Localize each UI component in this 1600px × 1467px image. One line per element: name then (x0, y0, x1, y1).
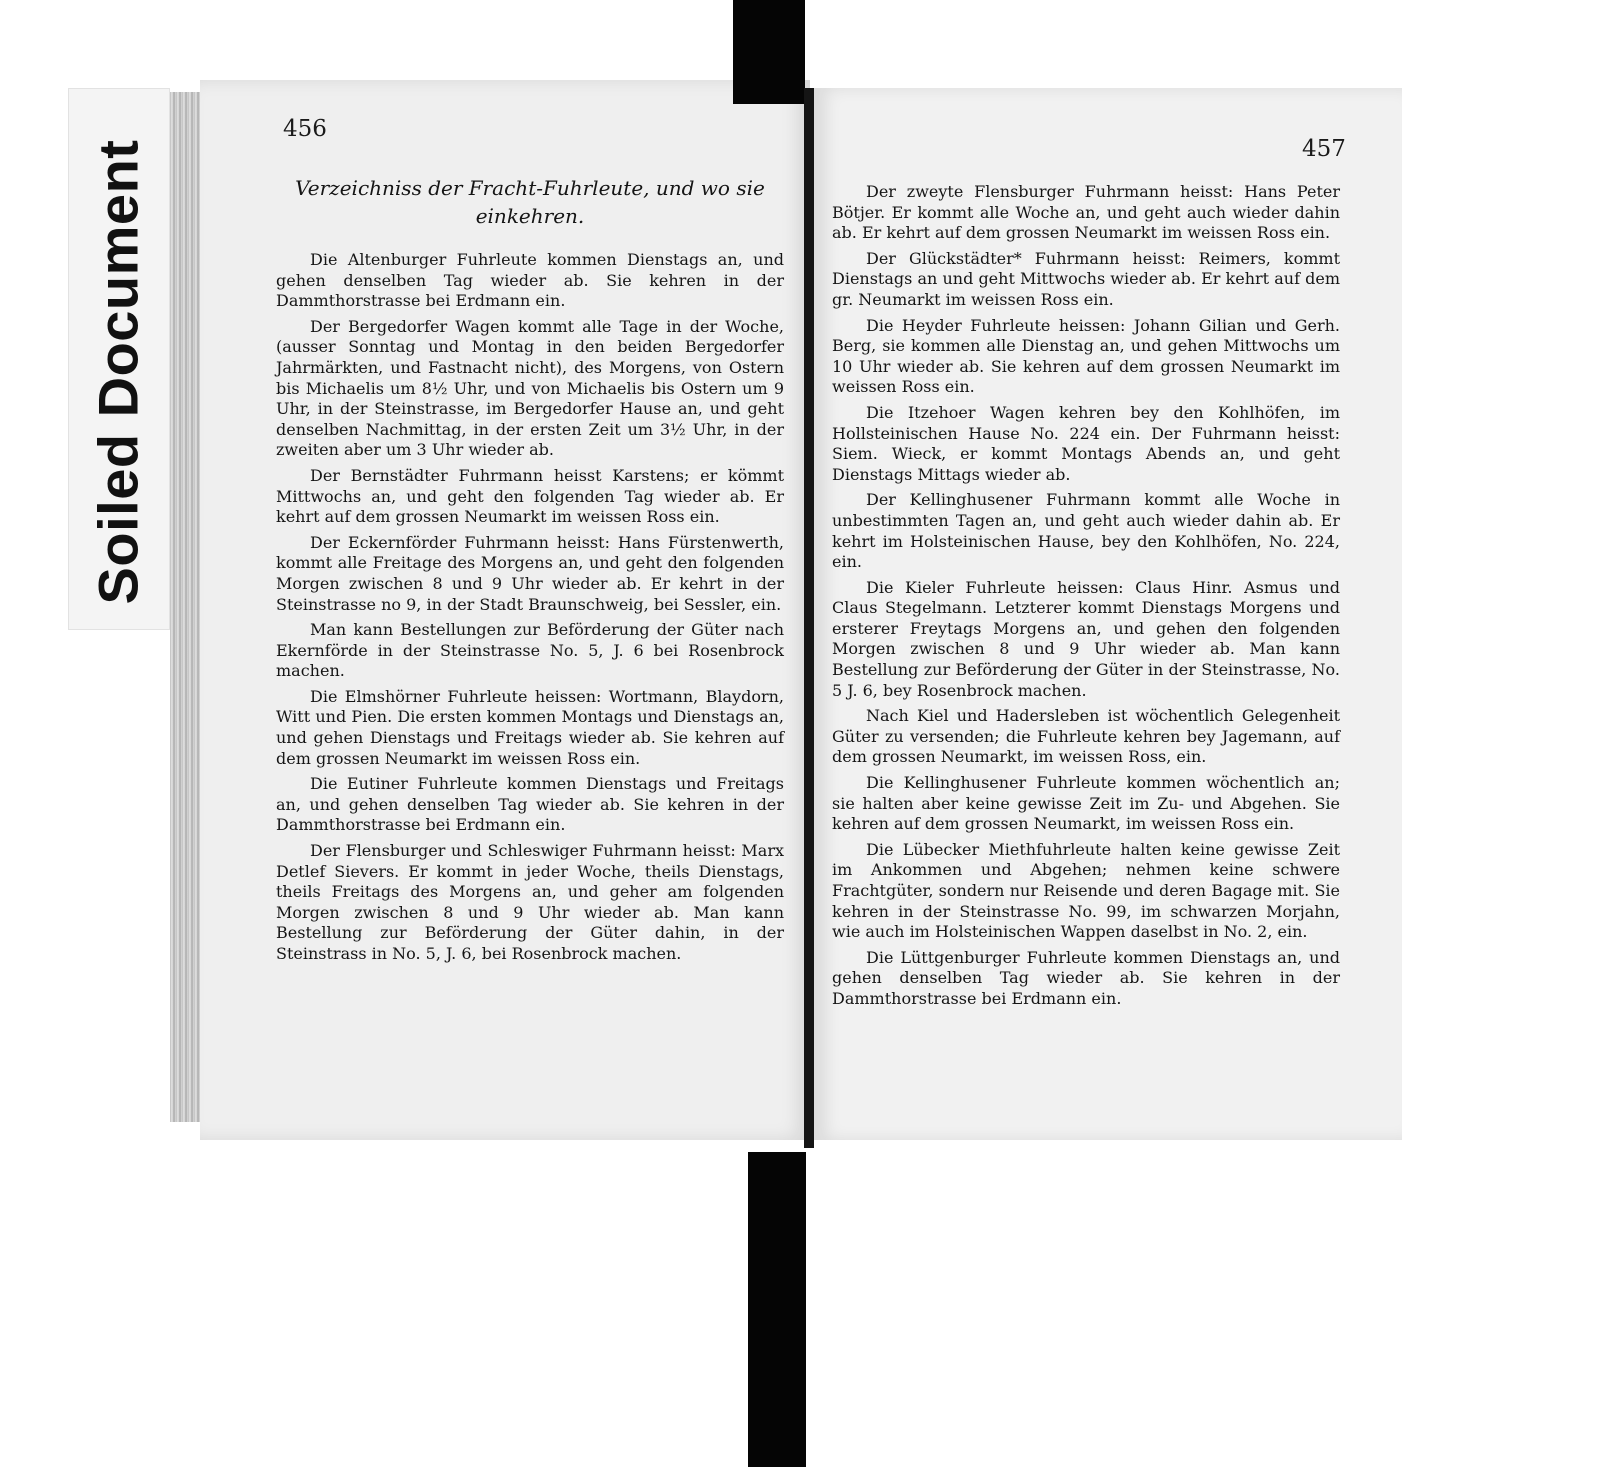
book-gutter (804, 88, 814, 1148)
paragraph: Der Bergedorfer Wagen kommt alle Tage in der Woche, (ausser Sonntag und Montag in den beiden Bergedorfer Jahrmärkten, und Fastnacht nicht), des Morgens, von Ostern bis Michaelis um 8½ Uhr, und von Michaelis bis Ostern um 9 Uhr, in der Steinstrasse, im Bergedorfer Hause an, und geht denselben Nachmittag, in der ersten Zeit um 3½ Uhr, in der zweiten aber um 3 Uhr wieder ab. (276, 316, 784, 460)
paragraph: Die Lübecker Miethfuhrleute halten keine gewisse Zeit im Ankommen und Abgehen; nehmen keine schwere Frachtgüter, sondern nur Reisende und deren Bagage mit. Sie kehren in der Steinstrasse No. 99, im schwarzen Morjahn, wie auch im Holsteinischen Wappen daselbst in No. 2, ein. (832, 839, 1340, 942)
soiled-document-label: Soiled Document (86, 139, 150, 605)
paragraph: Nach Kiel und Hadersleben ist wöchentlich Gelegenheit Güter zu versenden; die Fuhrleute kehren bey Jagemann, auf dem grossen Neumarkt, im weissen Ross, ein. (832, 706, 1340, 767)
left-page-number: 456 (283, 116, 327, 142)
paragraph: Die Heyder Fuhrleute heissen: Johann Gilian und Gerh. Berg, sie kommen alle Dienstag an, und gehen Mittwochs um 10 Uhr wieder ab. Sie kehren auf dem grossen Neumarkt im weissen Ross ein. (832, 315, 1340, 397)
paragraph: Der Glückstädter* Fuhrmann heisst: Reimers, kommt Dienstags an und geht Mittwochs wieder ab. Er kehrt auf dem gr. Neumarkt im weissen Ross ein. (832, 248, 1340, 309)
paragraph: Die Kellinghusener Fuhrleute kommen wöchentlich an; sie halten aber keine gewisse Zeit im Zu- und Abgehen. Sie kehren auf dem grossen Neumarkt, im weissen Ross ein. (832, 773, 1340, 834)
right-page-number: 457 (1302, 136, 1346, 162)
spine-top (733, 0, 805, 104)
paragraph: Die Lüttgenburger Fuhrleute kommen Dienstags an, und gehen denselben Tag wieder ab. Sie kehren in der Dammthorstrasse bei Erdmann ein. (832, 947, 1340, 1008)
paragraph: Der Kellinghusener Fuhrmann kommt alle Woche in unbestimmten Tagen an, und geht auch wieder dahin ab. Er kehrt im Holsteinischen Hause, bey den Kohlhöfen, No. 224, ein. (832, 490, 1340, 572)
paragraph: Die Kieler Fuhrleute heissen: Claus Hinr. Asmus und Claus Stegelmann. Letzterer kommt Dienstags Morgens und ersterer Freytags Morgens an, und gehen den folgenden Morgen zwischen 8 und 9 Uhr wieder ab. Man kann Bestellung zur Beförderung der Güter in der Steinstrasse, No. 5 J. 6, bey Rosenbrock machen. (832, 577, 1340, 700)
paragraph: Der Flensburger und Schleswiger Fuhrmann heisst: Marx Detlef Sievers. Er kommt in jeder Woche, theils Dienstags, theils Freitags des Morgens an, und geher am folgenden Morgen zwischen 8 und 9 Uhr wieder ab. Man kann Bestellung zur Beförderung der Güter dahin, in der Steinstrass in No. 5, J. 6, bei Rosenbrock machen. (276, 841, 784, 963)
paragraph: Die Itzehoer Wagen kehren bey den Kohlhöfen, im Hollsteinischen Hause No. 224 ein. Der Fuhrmann heisst: Siem. Wieck, er kommt Montags Abends an, und geht Dienstags Mittags wieder ab. (832, 402, 1340, 484)
paragraph: Man kann Bestellungen zur Beförderung der Güter nach Ekernförde in der Steinstrasse No. 5, J. 6 bei Rosenbrock machen. (276, 620, 784, 681)
spine-bottom (748, 1152, 806, 1467)
paragraph: Die Elmshörner Fuhrleute heissen: Wortmann, Blaydorn, Witt und Pien. Die ersten kommen Montags und Dienstags an, und gehen Dienstags und Freitags wieder ab. Sie kehren auf dem grossen Neumarkt im weissen Ross ein. (276, 686, 784, 768)
paragraph: Die Eutiner Fuhrleute kommen Dienstags und Freitags an, und gehen denselben Tag wieder ab. Sie kehren in der Dammthorstrasse bei Erdmann ein. (276, 774, 784, 835)
page-heading: Verzeichniss der Fracht-Fuhrleute, und wo sie einkehren. (295, 176, 765, 228)
right-page-text (832, 182, 1340, 1015)
left-page-text (276, 250, 784, 970)
paragraph: Der Eckernförder Fuhrmann heisst: Hans Fürstenwerth, kommt alle Freitage des Morgens an, und geht den folgenden Morgen zwischen 8 und 9 Uhr wieder ab. Er kehrt in der Steinstrasse no 9, in der Stadt Braunschweig, bei Sessler, ein. (276, 532, 784, 614)
paragraph: Die Altenburger Fuhrleute kommen Dienstags an, und gehen denselben Tag wieder ab. Sie kehren in der Dammthorstrasse bei Erdmann ein. (276, 250, 784, 311)
paragraph: Der Bernstädter Fuhrmann heisst Karstens; er kömmt Mittwochs an, und geht den folgenden Tag wieder ab. Er kehrt auf dem grossen Neumarkt im weissen Ross ein. (276, 465, 784, 527)
paragraph: Der zweyte Flensburger Fuhrmann heisst: Hans Peter Bötjer. Er kommt alle Woche an, und geht auch wieder dahin ab. Er kehrt auf dem grossen Neumarkt im weissen Ross ein. (832, 182, 1340, 243)
